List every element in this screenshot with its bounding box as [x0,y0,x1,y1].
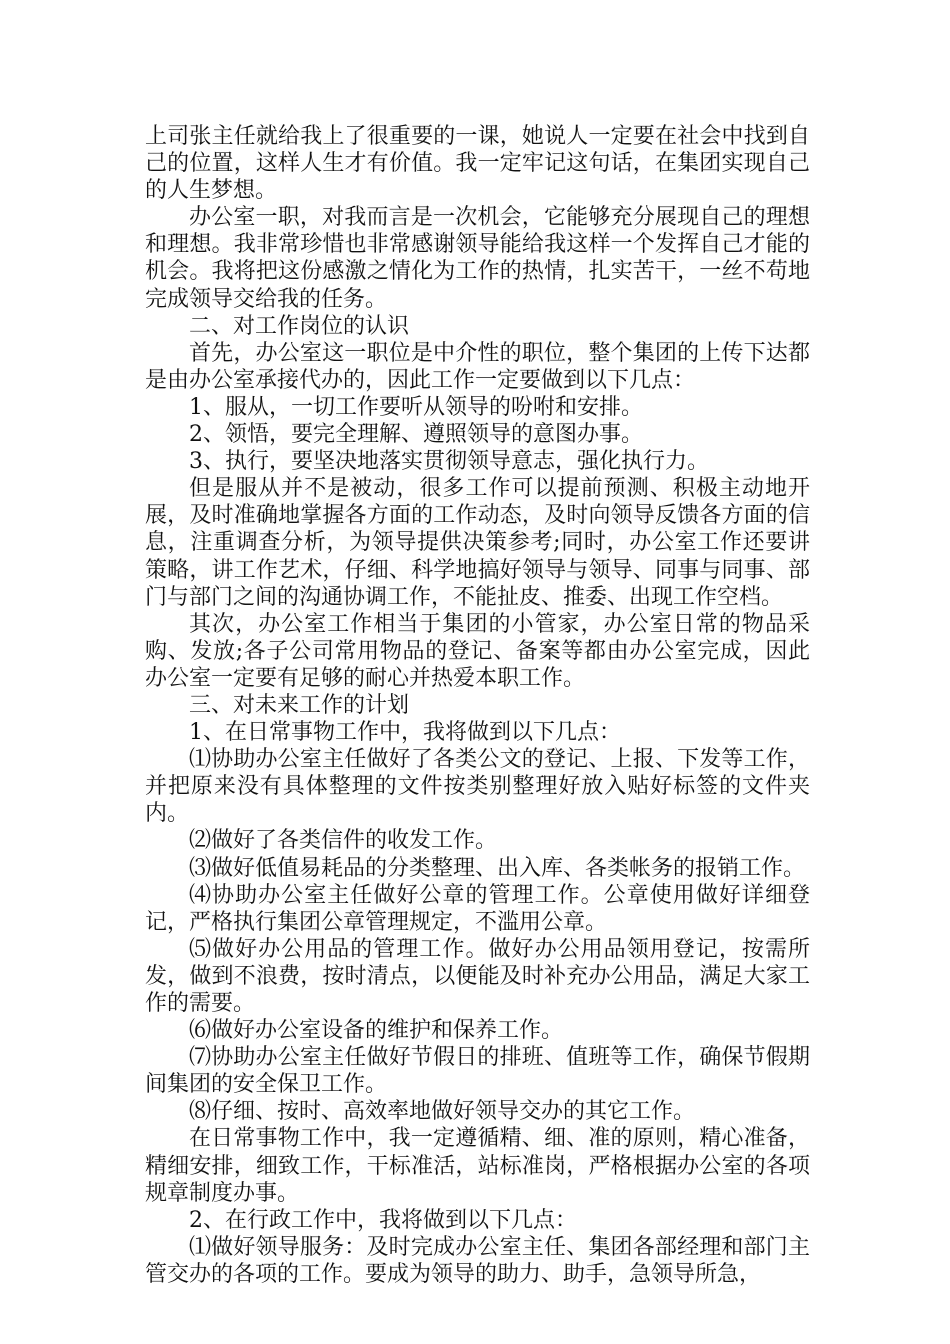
subheading-1: 1、在日常事物工作中，我将做到以下几点： [189,720,621,746]
item-4: ⑷协助办公室主任做好公章的管理工作。公章使用做好详细登记，严格执行集团公章管理规定，不滥用公章。 [145,882,810,935]
item-1: ⑴协助办公室主任做好了各类公文的登记、上报、下发等工作，并把原来没有具体整理的文件按类别整理好放入贴好标签的文件夹内。 [145,747,810,827]
item-2: ⑵做好了各类信件的收发工作。 [189,828,498,854]
list-item-2: 2、领悟，要完全理解、遵照领导的意图办事。 [189,422,643,448]
paragraph-6: 在日常事物工作中，我一定遵循精、细、准的原则，精心准备，精细安排，细致工作，干标准活，站标准岗，严格根据办公室的各项规章制度办事。 [145,1126,810,1206]
paragraph-1: 上司张主任就给我上了很重要的一课，她说人一定要在社会中找到自己的位置，这样人生才有价值。我一定牢记这句话，在集团实现自己的人生梦想。 [145,124,810,204]
section-heading-2: 二、对工作岗位的认识 [189,313,410,339]
item-8: ⑻仔细、按时、高效率地做好领导交办的其它工作。 [189,1099,696,1125]
paragraph-4: 但是服从并不是被动，很多工作可以提前预测、积极主动地开展，及时准确地掌握各方面的工作动态，及时向领导反馈各方面的信息，注重调查分析，为领导提供决策参考;同时，办公室工作还要讲策略，讲工作艺术，仔细、科学地搞好领导与领导、同事与同事、部门与部门之间的沟通协调工作，不能扯皮、推委、出现工作空档。 [145,476,810,610]
item-7: ⑺协助办公室主任做好节假日的排班、值班等工作，确保节假期间集团的安全保卫工作。 [145,1045,810,1098]
document-body [145,123,810,1288]
item-6: ⑹做好办公室设备的维护和保养工作。 [189,1018,564,1044]
item-3: ⑶做好低值易耗品的分类整理、出入库、各类帐务的报销工作。 [189,855,806,881]
item-5: ⑸做好办公用品的管理工作。做好办公用品领用登记，按需所发，做到不浪费，按时清点，以便能及时补充办公用品，满足大家工作的需要。 [145,936,810,1016]
paragraph-2: 办公室一职，对我而言是一次机会，它能够充分展现自己的理想和理想。我非常珍惜也非常感谢领导能给我这样一个发挥自己才能的机会。我将把这份感激之情化为工作的热情，扎实苦干，一丝不苟地完成领导交给我的任务。 [145,205,810,312]
section-heading-3: 三、对未来工作的计划 [189,692,410,718]
list-item-1: 1、服从，一切工作要听从领导的吩咐和安排。 [189,394,643,420]
paragraph-3: 首先，办公室这一职位是中介性的职位，整个集团的上传下达都是由办公室承接代办的，因此工作一定要做到以下几点： [145,340,810,393]
admin-item-1: ⑴做好领导服务：及时完成办公室主任、集团各部经理和部门主管交办的各项的工作。要成为领导的助力、助手，急领导所急， [145,1234,810,1287]
list-item-3: 3、执行，要坚决地落实贯彻领导意志，强化执行力。 [189,449,709,475]
paragraph-5: 其次，办公室工作相当于集团的小管家，办公室日常的物品采购、发放;各子公司常用物品的登记、备案等都由办公室完成，因此办公室一定要有足够的耐心并热爱本职工作。 [145,611,810,691]
subheading-2: 2、在行政工作中，我将做到以下几点： [189,1207,577,1233]
